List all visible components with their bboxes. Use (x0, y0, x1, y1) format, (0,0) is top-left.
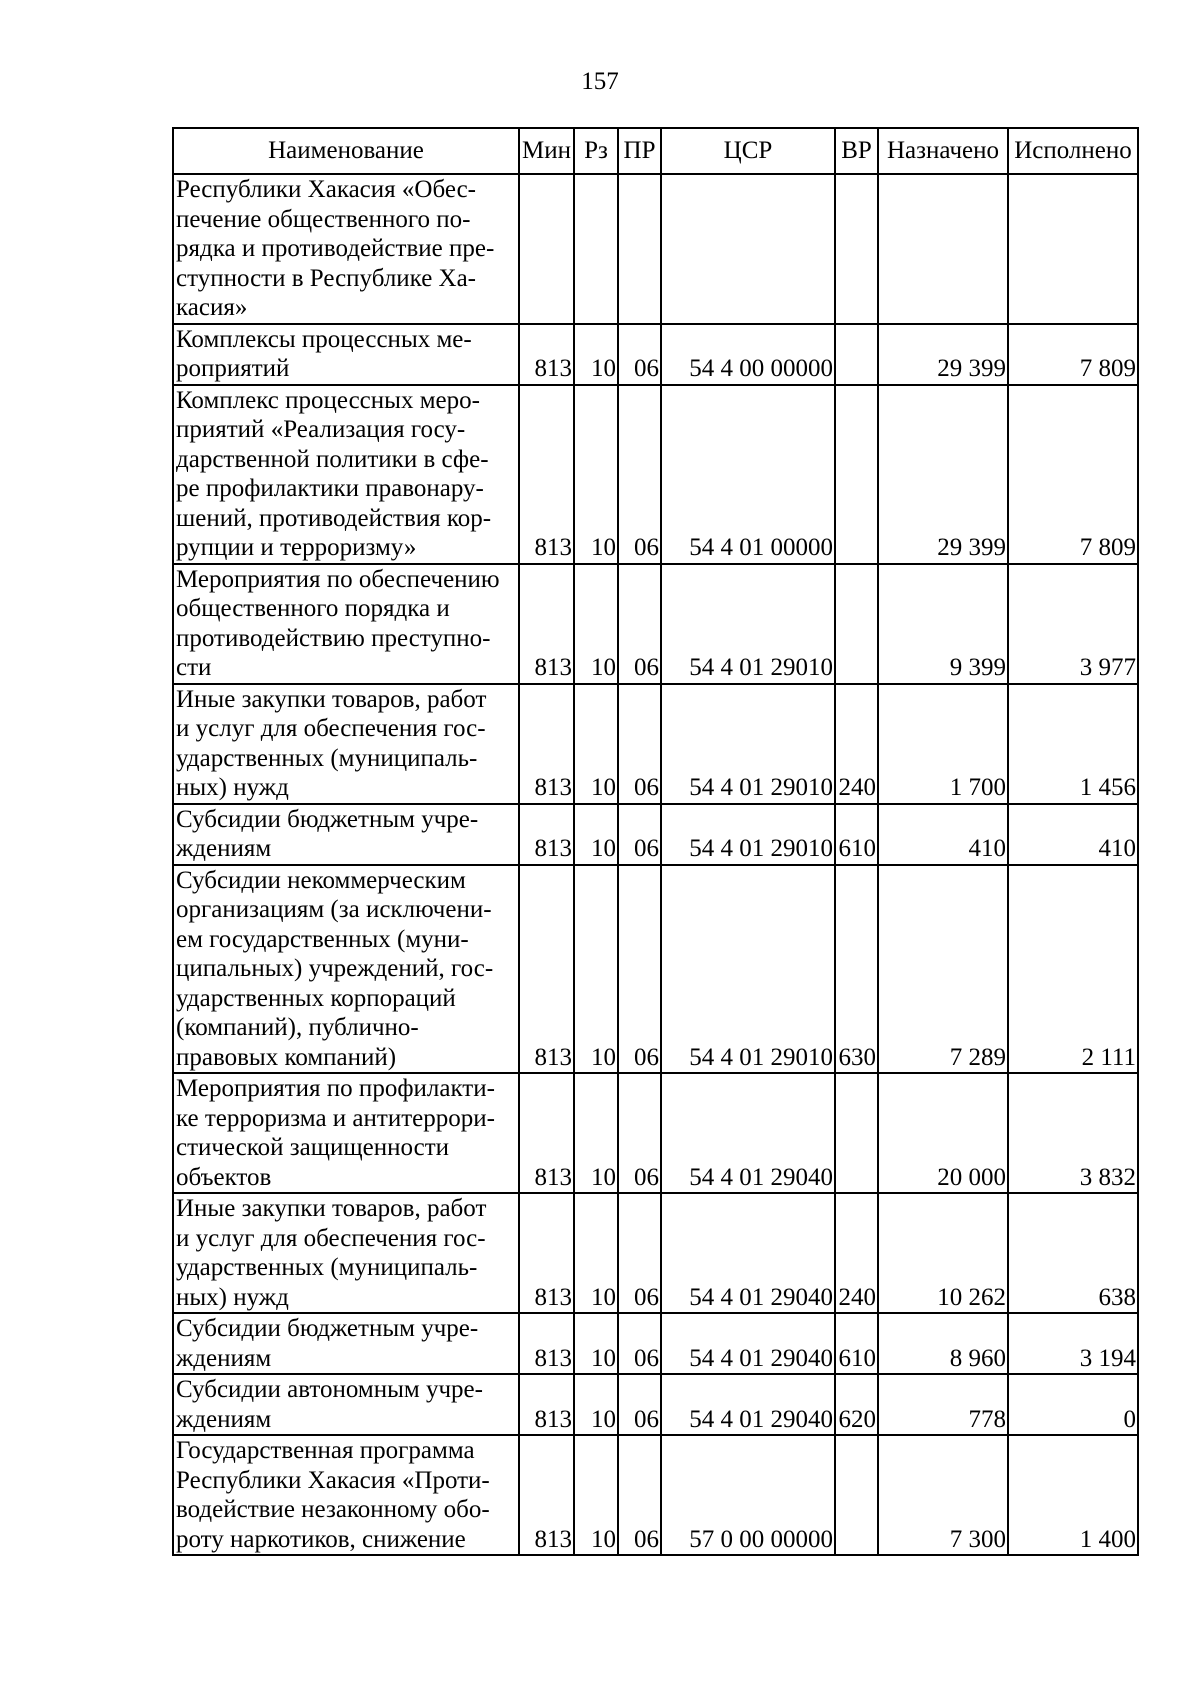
header-assigned: Назначено (878, 128, 1008, 174)
cell-name (173, 1073, 519, 1193)
cell-name (173, 174, 519, 324)
name-line: рупции и терроризму» (176, 534, 417, 561)
name-line: Мероприятия по обеспечению (176, 565, 500, 593)
cell-executed: 638 (1008, 1193, 1138, 1313)
name-line: Комплексы процессных ме- (176, 325, 472, 353)
budget-table (172, 127, 1139, 1556)
cell-assigned: 9 399 (878, 564, 1008, 684)
cell-executed: 7 809 (1008, 385, 1138, 564)
cell-rz: 10 (574, 804, 618, 865)
cell-executed: 0 (1008, 1374, 1138, 1435)
name-line: ступности в Республике Ха- (176, 264, 477, 292)
name-line: дарственной политики в сфе- (176, 445, 489, 473)
cell-min: 813 (519, 1435, 574, 1555)
cell-min: 813 (519, 564, 574, 684)
cell-name (173, 564, 519, 684)
cell-assigned: 410 (878, 804, 1008, 865)
cell-name (173, 1374, 519, 1435)
name-line: роприятий (176, 355, 290, 382)
name-line: общественного порядка и (176, 595, 450, 622)
cell-pr: 06 (618, 865, 661, 1074)
cell-pr: 06 (618, 684, 661, 804)
name-line: ударственных (муниципаль- (176, 1254, 478, 1281)
cell-rz: 10 (574, 1313, 618, 1374)
cell-assigned: 1 700 (878, 684, 1008, 804)
cell-min: 813 (519, 865, 574, 1074)
table-header (173, 128, 1138, 174)
cell-name (173, 385, 519, 564)
cell-assigned (878, 174, 1008, 324)
cell-assigned: 10 262 (878, 1193, 1008, 1313)
header-name: Наименование (173, 128, 519, 174)
name-line: противодействию преступно- (176, 624, 491, 652)
cell-vr: 610 (835, 1313, 878, 1374)
name-line: ных) нужд (176, 1283, 289, 1311)
table-row (173, 385, 1138, 564)
cell-pr: 06 (618, 1374, 661, 1435)
table-row (173, 1313, 1138, 1374)
cell-vr (835, 174, 878, 324)
name-line: ципальных) учреждений, гос- (176, 955, 494, 982)
cell-vr (835, 324, 878, 385)
cell-csr: 54 4 01 29040 (661, 1374, 835, 1435)
name-line: правовых компаний) (176, 1043, 397, 1071)
name-line: Субсидии бюджетным учре- (176, 1315, 479, 1342)
name-line: Субсидии автономным учре- (176, 1376, 483, 1403)
cell-csr (661, 174, 835, 324)
header-vr: ВР (835, 128, 878, 174)
cell-min: 813 (519, 1193, 574, 1313)
cell-executed: 1 456 (1008, 684, 1138, 804)
table-body (173, 174, 1138, 1555)
cell-min: 813 (519, 324, 574, 385)
cell-min: 813 (519, 804, 574, 865)
name-line: касия» (176, 294, 248, 321)
cell-name (173, 865, 519, 1074)
header-pr: ПР (618, 128, 661, 174)
name-line: ждениям (176, 835, 272, 862)
cell-pr: 06 (618, 1073, 661, 1193)
cell-executed: 2 111 (1008, 865, 1138, 1074)
cell-min (519, 174, 574, 324)
cell-min: 813 (519, 1313, 574, 1374)
name-line: (компаний), публично- (176, 1014, 419, 1041)
cell-assigned: 8 960 (878, 1313, 1008, 1374)
table-row (173, 324, 1138, 385)
cell-executed (1008, 174, 1138, 324)
cell-pr: 06 (618, 385, 661, 564)
cell-rz: 10 (574, 324, 618, 385)
cell-assigned: 29 399 (878, 324, 1008, 385)
name-line: стической защищенности (176, 1134, 450, 1161)
name-line: Субсидии некоммерческим (176, 866, 466, 894)
cell-min: 813 (519, 1073, 574, 1193)
name-line: Иные закупки товаров, работ (176, 685, 487, 713)
cell-assigned: 7 300 (878, 1435, 1008, 1555)
cell-csr: 54 4 01 29040 (661, 1193, 835, 1313)
name-line: печение общественного по- (176, 205, 471, 233)
cell-rz: 10 (574, 1193, 618, 1313)
name-line: ударственных (муниципаль- (176, 744, 478, 772)
cell-pr: 06 (618, 1193, 661, 1313)
table-row (173, 174, 1138, 324)
name-line: Иные закупки товаров, работ (176, 1195, 487, 1222)
cell-pr: 06 (618, 804, 661, 865)
cell-pr (618, 174, 661, 324)
cell-rz: 10 (574, 865, 618, 1074)
name-line: ждениям (176, 1405, 272, 1433)
name-line: Республики Хакасия «Обес- (176, 176, 476, 203)
cell-csr: 57 0 00 00000 (661, 1435, 835, 1555)
cell-vr: 240 (835, 1193, 878, 1313)
cell-name (173, 1193, 519, 1313)
name-line: ждениям (176, 1344, 272, 1372)
table-row (173, 1073, 1138, 1193)
name-line: ных) нужд (176, 774, 289, 801)
cell-name (173, 324, 519, 385)
name-line: водействие незаконному обо- (176, 1496, 490, 1523)
table-row (173, 804, 1138, 865)
name-line: организациям (за исключени- (176, 896, 492, 923)
cell-csr: 54 4 01 29010 (661, 564, 835, 684)
cell-assigned: 20 000 (878, 1073, 1008, 1193)
header-min: Мин (519, 128, 574, 174)
table-row (173, 684, 1138, 804)
cell-pr: 06 (618, 564, 661, 684)
cell-csr: 54 4 01 29040 (661, 1313, 835, 1374)
cell-csr: 54 4 00 00000 (661, 324, 835, 385)
cell-rz: 10 (574, 1073, 618, 1193)
cell-executed: 7 809 (1008, 324, 1138, 385)
table-row (173, 865, 1138, 1074)
cell-assigned: 7 289 (878, 865, 1008, 1074)
cell-vr: 620 (835, 1374, 878, 1435)
name-line: рядка и противодействие пре- (176, 235, 495, 262)
cell-executed: 410 (1008, 804, 1138, 865)
name-line: ем государственных (муни- (176, 925, 469, 953)
cell-rz: 10 (574, 684, 618, 804)
name-line: ударственных корпораций (176, 984, 456, 1012)
cell-name (173, 684, 519, 804)
name-line: Государственная программа (176, 1437, 475, 1464)
cell-pr: 06 (618, 1313, 661, 1374)
cell-csr: 54 4 01 29040 (661, 1073, 835, 1193)
table-row (173, 1435, 1138, 1555)
name-line: роту наркотиков, снижение (176, 1525, 466, 1553)
name-line: и услуг для обеспечения гос- (176, 1224, 486, 1252)
name-line: Республики Хакасия «Проти- (176, 1466, 490, 1494)
name-line: Комплекс процессных меро- (176, 386, 480, 414)
name-line: Мероприятия по профилакти- (176, 1075, 495, 1102)
cell-rz (574, 174, 618, 324)
cell-rz: 10 (574, 1435, 618, 1555)
cell-name (173, 1435, 519, 1555)
cell-vr (835, 564, 878, 684)
page-number: 157 (581, 68, 619, 95)
name-line: объектов (176, 1163, 272, 1191)
name-line: и услуг для обеспечения гос- (176, 715, 486, 742)
cell-vr (835, 1073, 878, 1193)
cell-csr: 54 4 01 29010 (661, 684, 835, 804)
cell-rz: 10 (574, 385, 618, 564)
cell-name (173, 804, 519, 865)
header-row (173, 128, 1138, 174)
cell-name (173, 1313, 519, 1374)
cell-assigned: 778 (878, 1374, 1008, 1435)
cell-csr: 54 4 01 00000 (661, 385, 835, 564)
cell-assigned: 29 399 (878, 385, 1008, 564)
cell-csr: 54 4 01 29010 (661, 804, 835, 865)
name-line: Субсидии бюджетным учре- (176, 805, 479, 833)
table-row (173, 1193, 1138, 1313)
cell-vr (835, 1435, 878, 1555)
name-line: сти (176, 654, 212, 681)
cell-vr: 610 (835, 804, 878, 865)
cell-executed: 3 977 (1008, 564, 1138, 684)
name-line: приятий «Реализация госу- (176, 416, 466, 443)
cell-vr: 630 (835, 865, 878, 1074)
cell-vr: 240 (835, 684, 878, 804)
table-row (173, 564, 1138, 684)
cell-executed: 3 194 (1008, 1313, 1138, 1374)
name-line: ке терроризма и антитеррори- (176, 1104, 495, 1132)
cell-csr: 54 4 01 29010 (661, 865, 835, 1074)
cell-min: 813 (519, 684, 574, 804)
header-rz: Рз (574, 128, 618, 174)
cell-pr: 06 (618, 1435, 661, 1555)
cell-executed: 1 400 (1008, 1435, 1138, 1555)
cell-min: 813 (519, 385, 574, 564)
name-line: ре профилактики правонару- (176, 475, 484, 502)
header-executed: Исполнено (1008, 128, 1138, 174)
cell-rz: 10 (574, 564, 618, 684)
cell-rz: 10 (574, 1374, 618, 1435)
cell-vr (835, 385, 878, 564)
cell-executed: 3 832 (1008, 1073, 1138, 1193)
table-row (173, 1374, 1138, 1435)
cell-pr: 06 (618, 324, 661, 385)
header-csr: ЦСР (661, 128, 835, 174)
name-line: шений, противодействия кор- (176, 504, 492, 532)
cell-min: 813 (519, 1374, 574, 1435)
